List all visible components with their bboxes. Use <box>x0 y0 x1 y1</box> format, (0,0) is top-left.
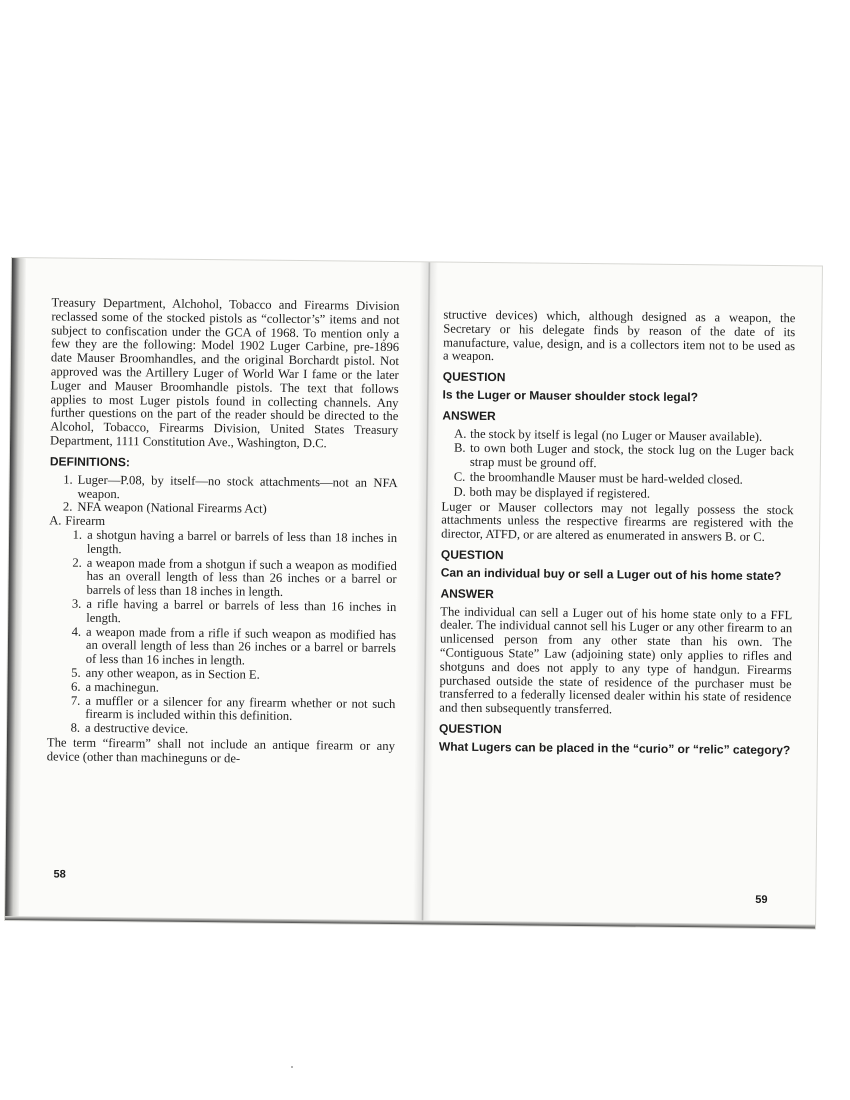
list-number: 5. <box>71 665 81 680</box>
list-text: a machinegun. <box>85 679 160 695</box>
right-page <box>439 309 796 763</box>
book-spread <box>5 258 822 928</box>
question-text: Is the Luger or Mauser shoulder stock legal? <box>442 387 699 405</box>
question-text: What Lugers can be placed in the “curio” or “relic” category? <box>438 739 791 758</box>
answer-text: the broomhandle Mauser must be hard-welded closed. <box>469 469 743 487</box>
list-number: 4. <box>71 624 82 639</box>
list-text: a muffler or a silencer for any firearm whether or not such firearm is included within this definition. <box>85 693 396 724</box>
list-text: a destructive device. <box>85 720 189 736</box>
answer-text: to own both Luger and stock, the stock lug on the Luger back strap must be ground off. <box>469 441 795 471</box>
intro-paragraph: Treasury Department, Alchohol, Tobacco and Firearms Division reclassed some of the stocked pistols as “collector’s” items and not subject to confiscation under the GCA of 1968. To mention only a few they are the following: Model 1902 Luger Carbine, pre-1896 date Mauser Broomhandles, and the original Borchardt pistol. Not approved was the Artillery Luger of World War I fame or the later Luger and Mauser Broomhandle pistols. The text that follows applies to most Luger pistols found in collecting channels. Any further questions on the part of the reader should be directed to the Alcohol, Tobacco, Firearms Division, United States Treasury Department, 1111 Constitution Ave., Washington, D.C. <box>50 295 400 451</box>
list-text: a rifle having a barrel or barrels of less than 16 inches in length. <box>86 596 397 625</box>
firearm-list <box>47 528 397 739</box>
book-bottom-edge <box>5 916 815 928</box>
list-number: 2. <box>72 555 82 570</box>
list-text: any other weapon, as in Section E. <box>85 665 260 682</box>
definition-number: A. <box>49 513 62 528</box>
answer-paragraph: Luger or Mauser collectors may not legally possess the stock attachments unless the respective firearms are registered with the director, ATFD, or are altered as enumerated in answers B. or C. <box>441 499 794 545</box>
list-number: 7. <box>70 693 81 708</box>
question-label: QUESTION <box>442 369 506 385</box>
list-number: 6. <box>70 679 81 694</box>
left-page <box>47 296 400 767</box>
list-number: 1. <box>72 527 83 542</box>
page-number-right: 59 <box>755 893 768 906</box>
book-gutter <box>413 262 438 924</box>
definition-text: NFA weapon (National Firearms Act) <box>77 500 267 517</box>
list-item <box>70 556 396 601</box>
book-left-edge <box>5 258 26 920</box>
list-number: 8. <box>70 720 81 735</box>
question-label: QUESTION <box>439 721 502 737</box>
answer-letter: B. <box>453 441 466 456</box>
answer-list <box>441 427 794 503</box>
definition-text: Firearm <box>65 513 106 529</box>
list-item <box>70 625 396 670</box>
answer-item <box>454 442 794 473</box>
answer-text: the stock by itself is legal (no Luger or Mauser available). <box>470 426 763 444</box>
answer-letter: D. <box>453 484 466 499</box>
answer-text: both may be displayed if registered. <box>469 484 651 501</box>
list-text: a weapon made from a shotgun if such a weapon as modified has an overall length of less than 26 inches or a barrel or barrels of less than 18 inches in length. <box>86 555 397 599</box>
answer-letter: C. <box>453 469 466 484</box>
closing-paragraph: The term “firearm” shall not include an antique firearm or any device (other than machineguns or de- <box>46 735 395 766</box>
answer-letter: A. <box>454 426 467 441</box>
question-label: QUESTION <box>440 547 504 563</box>
answer-label: ANSWER <box>442 408 496 423</box>
answer-label: ANSWER <box>440 586 494 601</box>
list-number: 3. <box>71 596 82 611</box>
continuation-paragraph: structive devices) which, although designed as a weapon, the Secretary or his delegate finds by reason of the date of its manufacture, value, design, and is a collectors item not to be used as a weapon. <box>442 307 796 364</box>
list-item <box>71 529 397 560</box>
list-text: a weapon made from a rifle if such weapon as modified has an overall length of less than 26 inches or a barrel or barrels of less than 16 inches in length. <box>85 624 397 668</box>
paper-speck <box>291 1066 293 1068</box>
answer-paragraph: The individual can sell a Luger out of his home state only to a FFL dealer. The individual cannot sell his Luger or any other firearm to an unlicensed person from any other state than his own. The “Contiguous State” Law (adjoining state) only applies to rifles and shotguns and does not apply to any type of handgun. Firearms purchased outside the state of residence of the purchaser must be transferred to a federally licensed dealer within his state of residence and then subsequently transferred. <box>439 604 793 717</box>
definition-text: Luger—P.08, by itself—no stock attachments—not an NFA weapon. <box>77 472 398 501</box>
definitions-heading: DEFINITIONS: <box>49 454 130 470</box>
page-number-left: 58 <box>53 868 66 881</box>
definition-number: 2. <box>62 499 73 515</box>
question-text: Can an individual buy or sell a Luger out of his home state? <box>440 565 782 584</box>
definition-number: 1. <box>63 472 73 487</box>
list-text: a shotgun having a barrel or barrels of less than 18 inches in length. <box>86 527 398 556</box>
list-item <box>70 598 396 629</box>
